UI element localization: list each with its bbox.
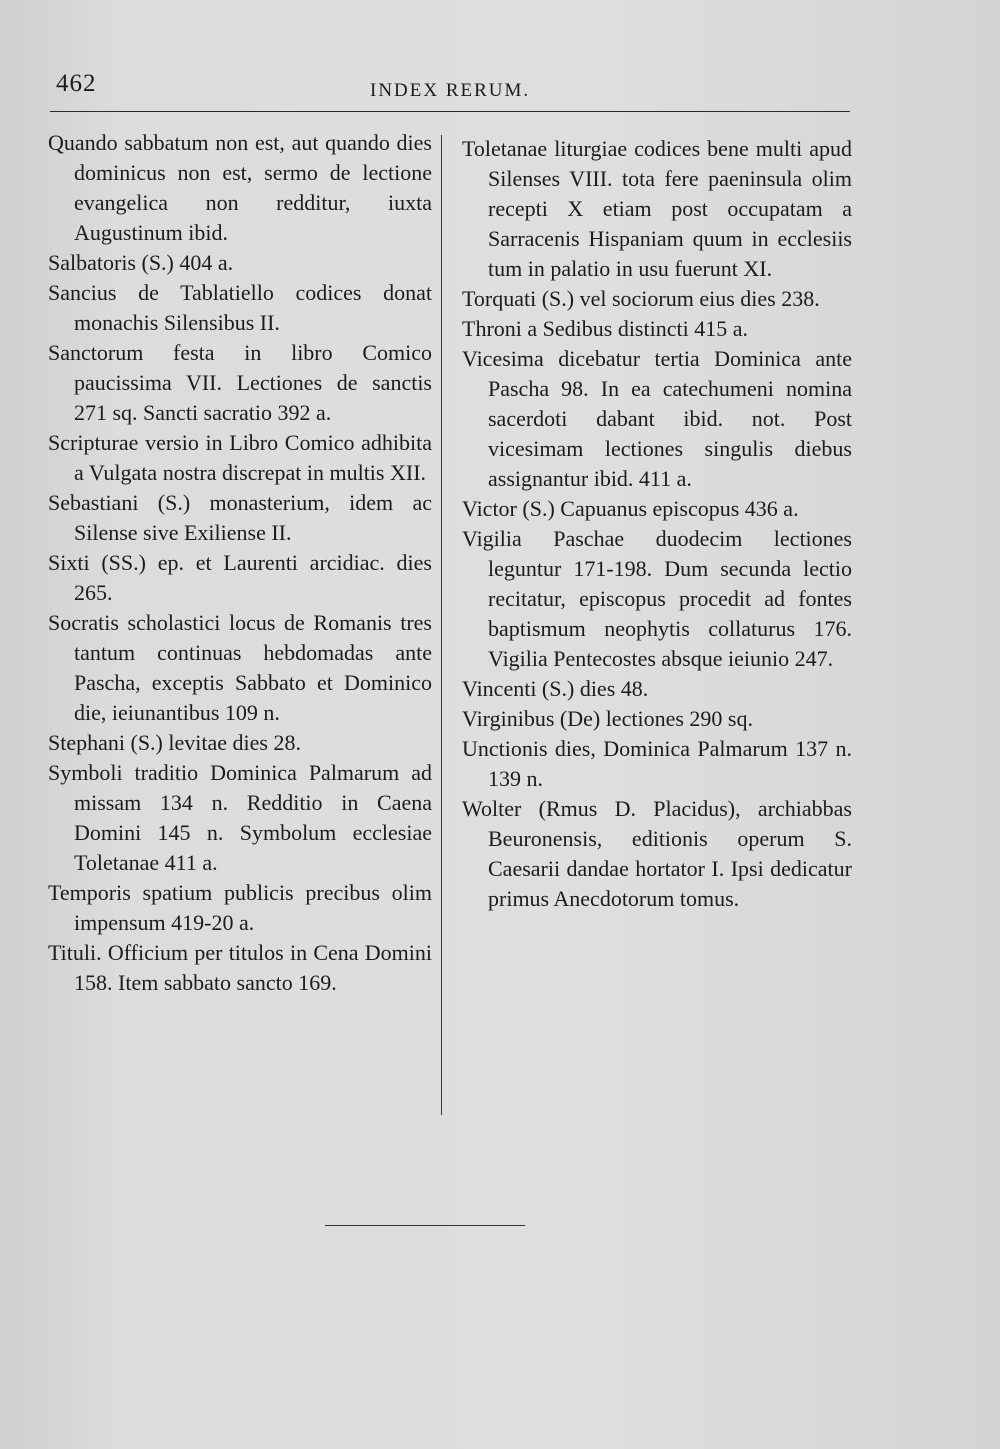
index-column-left <box>48 128 432 998</box>
index-entry: Scripturae versio in Libro Comico adhibita a Vulgata nostra discrepat in multis XII. <box>48 430 432 485</box>
index-entry: Temporis spatium publicis precibus olim impensum 419-20 a. <box>48 880 432 935</box>
index-entry: Vincenti (S.) dies 48. <box>462 676 649 701</box>
index-entry: Sixti (SS.) ep. et Laurenti arcidiac. dies 265. <box>48 550 432 605</box>
index-entry: Vicesima dicebatur tertia Dominica ante Pascha 98. In ea catechumeni nomina sacerdoti dabant ibid. not. Post vicesimam lectiones singulis diebus assignantur ibid. 411 a. <box>462 346 852 491</box>
index-entry: Tituli. Officium per titulos in Cena Domini 158. Item sabbato sancto 169. <box>48 940 432 995</box>
index-entry: Virginibus (De) lectiones 290 sq. <box>462 706 753 731</box>
end-rule <box>325 1225 525 1226</box>
index-entry: Sebastiani (S.) monasterium, idem ac Silense sive Exiliense II. <box>48 490 432 545</box>
index-entry: Sanctorum festa in libro Comico paucissima VII. Lectiones de sanctis 271 sq. Sancti sacratio 392 a. <box>48 340 432 425</box>
index-entry: Unctionis dies, Dominica Palmarum 137 n. 139 n. <box>462 736 852 791</box>
index-entry: Stephani (S.) levitae dies 28. <box>48 730 301 755</box>
index-column-right <box>462 134 852 914</box>
index-entry: Vigilia Paschae duodecim lectiones leguntur 171-198. Dum secunda lectio recitatur, episcopus procedit ad fontes baptismum neophytis collaturus 176. Vigilia Pentecostes absque ieiunio 247. <box>462 526 852 671</box>
index-entry: Quando sabbatum non est, aut quando dies dominicus non est, sermo de lectione evangelica non redditur, iuxta Augustinum ibid. <box>48 130 432 245</box>
index-entry: Socratis scholastici locus de Romanis tres tantum continuas hebdomadas ante Pascha, exceptis Sabbato et Dominico die, ieiunantibus 109 n. <box>48 610 432 725</box>
header-rule <box>50 111 850 112</box>
index-entry: Salbatoris (S.) 404 a. <box>48 250 234 275</box>
index-entry: Torquati (S.) vel sociorum eius dies 238. <box>462 286 820 311</box>
index-entry: Victor (S.) Capuanus episcopus 436 a. <box>462 496 799 521</box>
column-divider <box>441 135 442 1115</box>
index-entry: Wolter (Rmus D. Placidus), archiabbas Beuronensis, editionis operum S. Caesarii dandae hortator I. Ipsi dedicatur primus Anecdotorum tomus. <box>462 796 852 911</box>
index-entry: Throni a Sedibus distincti 415 a. <box>462 316 748 341</box>
running-head: INDEX RERUM. <box>370 80 531 101</box>
index-entry: Sancius de Tablatiello codices donat monachis Silensibus II. <box>48 280 432 335</box>
index-entry: Toletanae liturgiae codices bene multi apud Silenses VIII. tota fere paeninsula olim recepti X etiam post occupatam a Sarracenis Hispaniam quum in ecclesiis tum in palatio in usu fuerunt XI. <box>462 136 852 281</box>
index-entry: Symboli traditio Dominica Palmarum ad missam 134 n. Redditio in Caena Domini 145 n. Symbolum ecclesiae Toletanae 411 a. <box>48 760 432 875</box>
page-number: 462 <box>56 70 97 97</box>
